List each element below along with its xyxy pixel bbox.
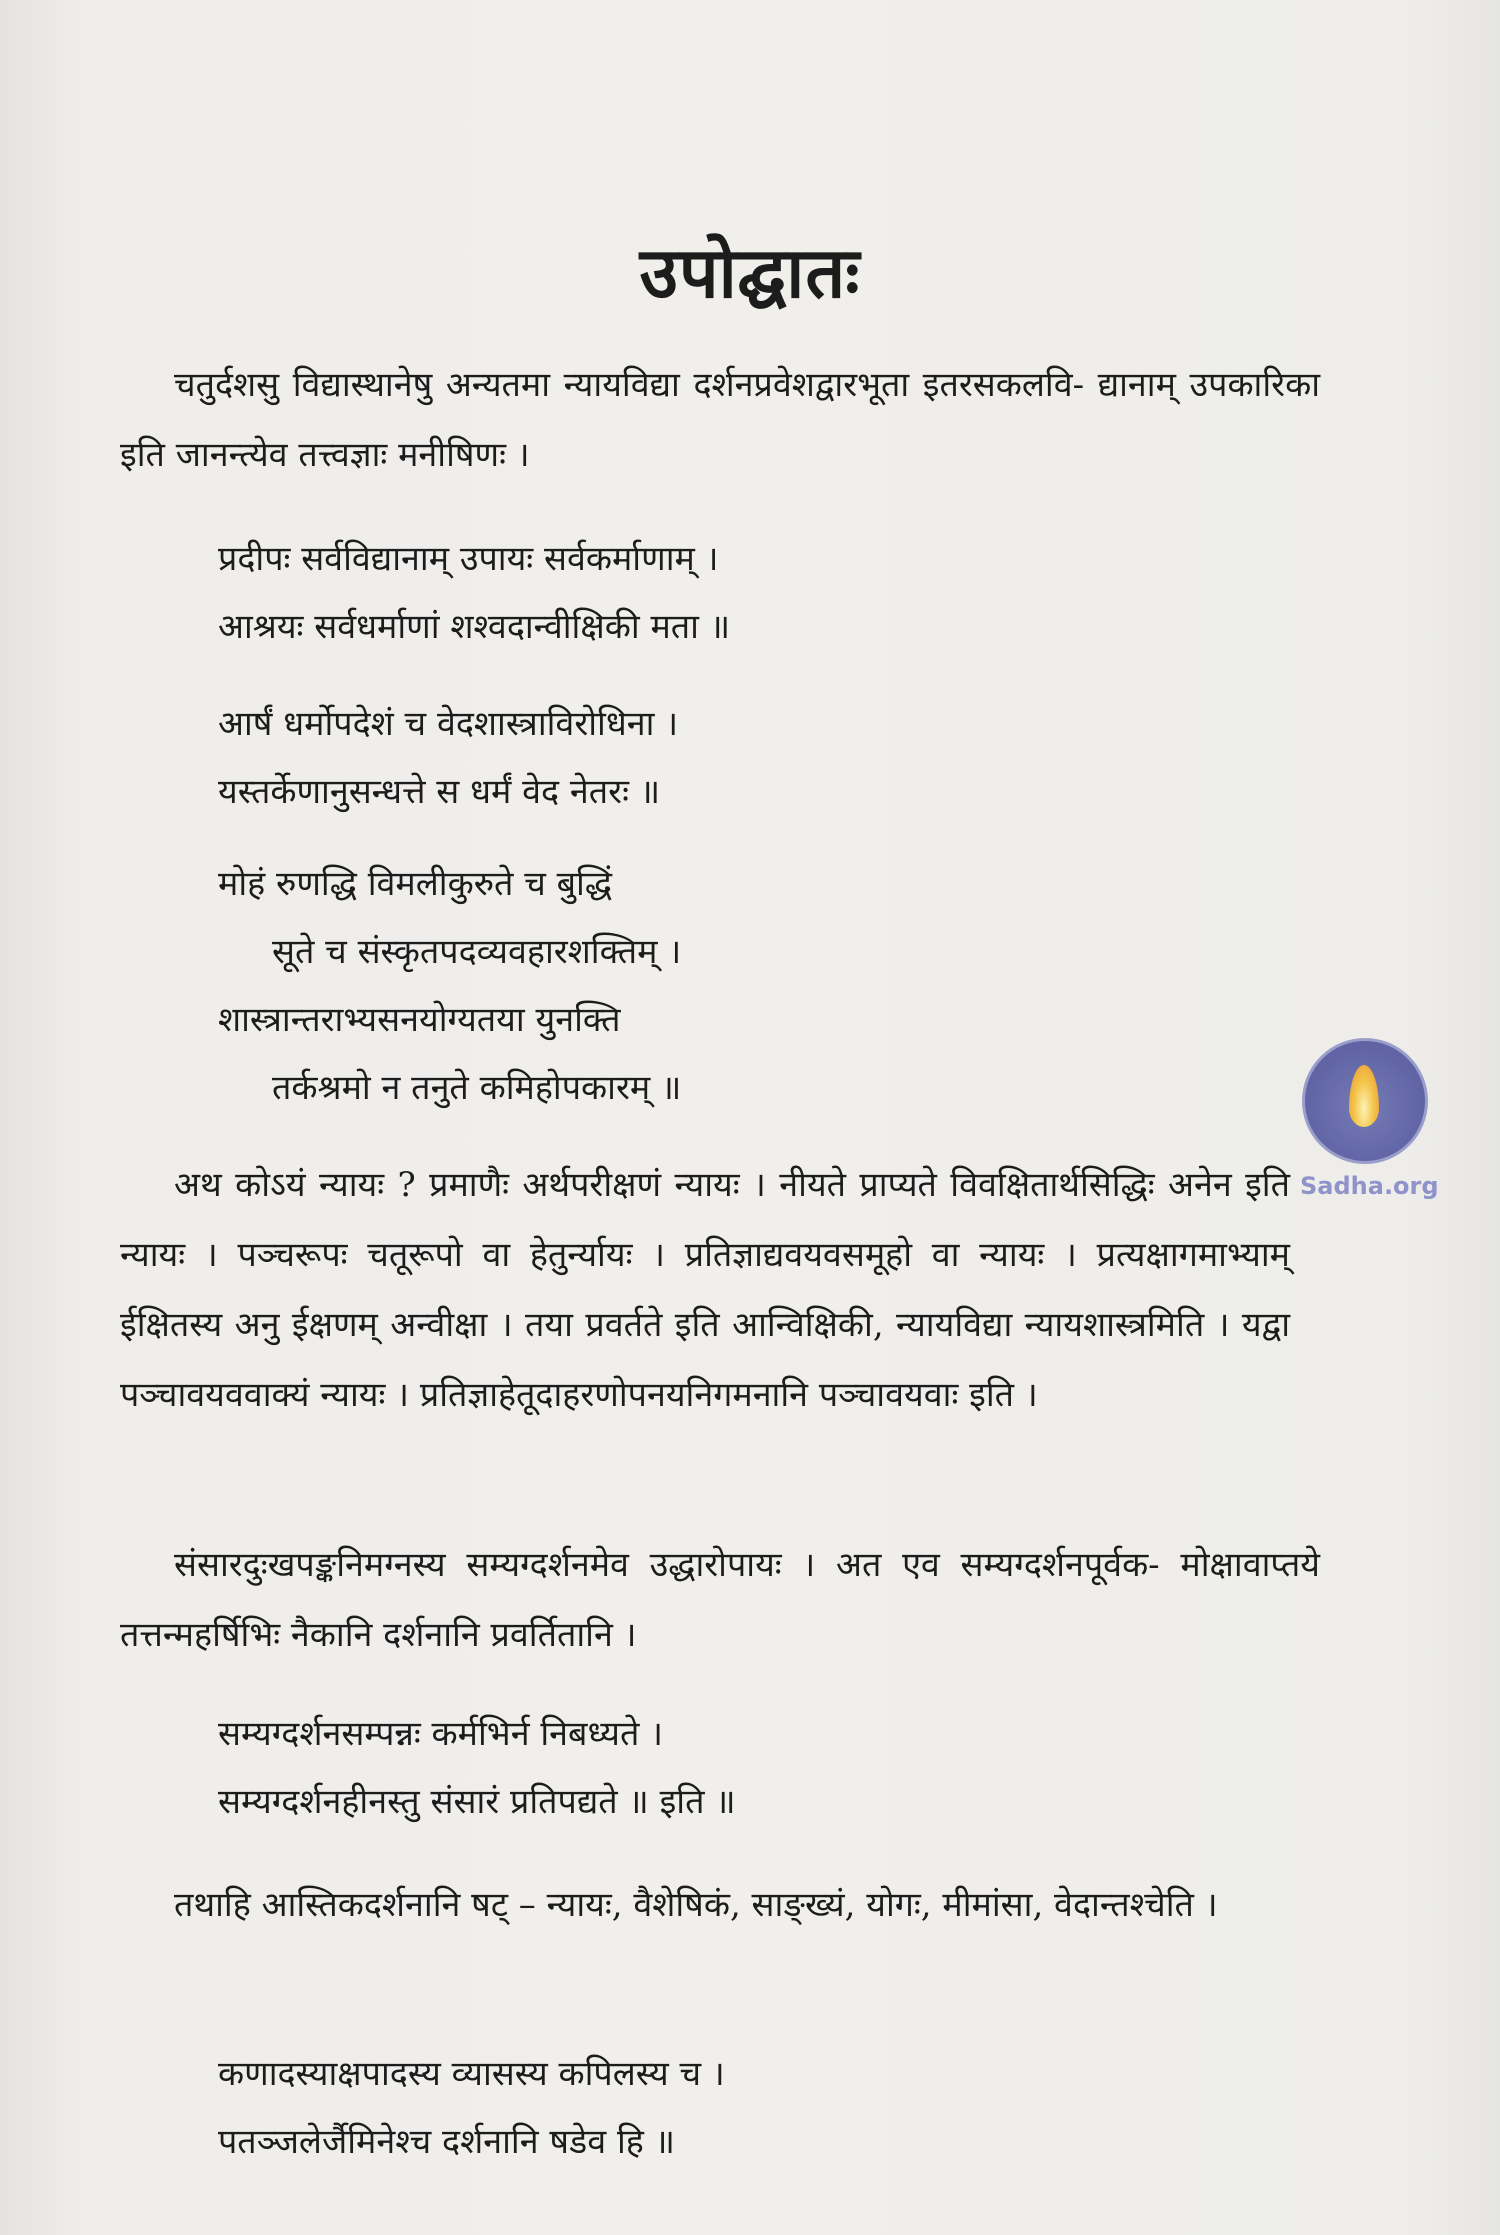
verse-line: सम्यग्दर्शनहीनस्तु संसारं प्रतिपद्यते ॥ इति ॥ [218,1782,736,1822]
watermark-text: Sadha.org [1300,1172,1439,1200]
verse-2 [218,690,678,826]
verse-line: शास्त्रान्तराभ्यसनयोग्यतया युनक्ति [218,1000,621,1040]
verse-line: आर्षं धर्मोपदेशं च वेदशास्त्राविरोधिना । [218,704,679,744]
paragraph-astika-darshanas: तथाहि आस्तिकदर्शनानि षट् – न्यायः, वैशेषिकं, साङ्ख्यं, योगः, मीमांसा, वेदान्तश्चेति । [174,1885,1218,1925]
verse-line: कणादस्याक्षपादस्य व्यासस्य कपिलस्य च । [218,2054,725,2094]
lamp-flame-icon [1302,1038,1428,1164]
paragraph-intro: चतुर्दशसु विद्यास्थानेषु अन्यतमा न्यायविद्या दर्शनप्रवेशद्वारभूता इतरसकलवि- द्यानाम् उपकारिका इति जानन्त्येव तत्त्वज्ञाः मनीषिणः । [120,365,1320,475]
verse-1 [218,525,730,661]
verse-line: पतञ्जलेर्जैमिनेश्च दर्शनानि षडेव हि ॥ [218,2122,675,2162]
verse-line: तर्कश्रमो न तनुते कमिहोपकारम् ॥ [272,1068,682,1108]
verse-3 [218,850,681,1122]
verse-line: सूते च संस्कृतपदव्यवहारशक्तिम् । [272,932,682,972]
paragraph-samsara: संसारदुःखपङ्कनिमग्नस्य सम्यग्दर्शनमेव उद्धारोपायः । अत एव सम्यग्दर्शनपूर्वक- मोक्षावाप्तये तत्तन्महर्षिभिः नैकानि दर्शनानि प्रवर्तितानि । [120,1545,1320,1655]
verse-line: सम्यग्दर्शनसम्पन्नः कर्मभिर्न निबध्यते । [218,1714,664,1754]
verse-5 [218,2040,725,2176]
verse-line: यस्तर्केणानुसन्धत्ते स धर्मं वेद नेतरः ॥ [218,772,661,812]
sadha-watermark [1300,1038,1439,1200]
verse-line: आश्रयः सर्वधर्माणां शश्वदान्वीक्षिकी मता ॥ [218,607,731,647]
verse-4 [218,1700,736,1836]
page-title: उपोद्घातः [639,231,861,314]
verse-line: मोहं रुणद्धि विमलीकुरुते च बुद्धिं [218,864,613,904]
verse-line: प्रदीपः सर्वविद्यानाम् उपायः सर्वकर्माणाम् । [218,539,719,579]
paragraph-nyaya-definition: अथ कोऽयं न्यायः ? प्रमाणैः अर्थपरीक्षणं न्यायः । नीयते प्राप्यते विवक्षितार्थसिद्धिः अनेन इति न्यायः । पञ्चरूपः चतूरूपो वा हेतुर्न्यायः । प्रतिज्ञाद्यवयवसमूहो वा न्यायः । प्रत्यक्षागमाभ्याम् ईक्षितस्य अनु ईक्षणम् अन्वीक्षा । तया प्रवर्तते इति आन्विक्षिकी, न्यायविद्या न्यायशास्त्रमिति । यद्वा पञ्चावयववाक्यं न्यायः । प्रतिज्ञाहेतूदाहरणोपनयनिगमनानि पञ्चावयवाः इति । [120,1165,1290,1415]
